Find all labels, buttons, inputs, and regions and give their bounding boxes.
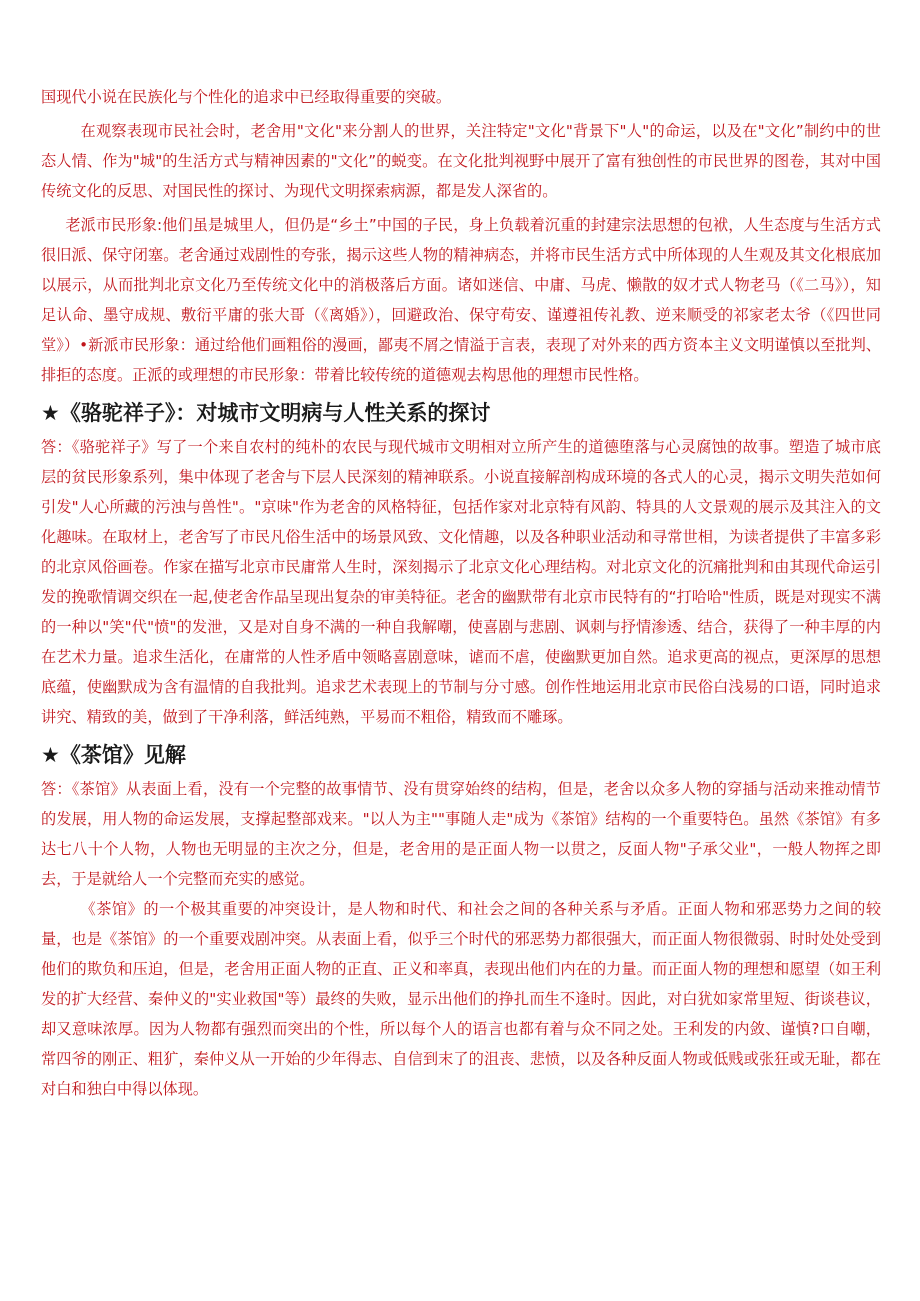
camel-xiangzi-answer: 答：《骆驼祥子》写了一个来自农村的纯朴的农民与现代城市文明相对立所产生的道德堕落与心灵腐蚀的故事。塑造了城市底层的贫民形象系列，集中体现了老舍与下层人民深刻的精神联系。小说直接解剖构成环境的各式人的心灵，揭示文明失范如何引发"人心所藏的污浊与兽性"。"京味"作为老舍的风格特征，包括作家对北京特有风韵、特具的人文景观的展示及其注入的文化趣味。在取材上，老舍写了市民凡俗生活中的场景风致、文化情趣，以及各种职业活动和寻常世相，为读者提供了丰富多彩的北京风俗画卷。作家在描写北京市民庸常人生时，深刻揭示了北京文化心理结构。对北京文化的沉痛批判和由其现代命运引发的挽歌情调交织在一起,使老舍作品呈现出复杂的审美特征。老舍的幽默带有北京市民特有的“打哈哈"性质，既是对现实不满的一种以"笑"代"愤"的发泄，又是对自身不满的一种自我解嘲，使喜剧与悲剧、讽刺与抒情渗透、结合，获得了一种丰厚的内在艺术力量。追求生活化，在庸常的人性矛盾中领略喜剧意味，谑而不虐，使幽默更加自然。追求更高的视点，更深厚的思想底蕴，使幽默成为含有温情的自我批判。追求艺术表现上的节制与分寸感。创作性地运用北京市民俗白浅易的口语，同时追求讲究、精致的美，做到了干净利落，鲜活纯熟，平易而不粗俗，精致而不雕琢。	[41, 438, 881, 726]
document-page	[41, 82, 881, 1104]
culture-paragraph: 在观察表现市民社会时，老舍用"文化"来分割人的世界，关注特定"文化"背景下"人"的命运，以及在"文化”制约中的世态人情、作为"城"的生活方式与精神因素的"文化”的蜕变。在文化批判视野中展开了富有独创性的市民世界的图卷，其对中国传统文化的反思、对国民性的探讨、为现代文明探索病源，都是发人深省的。	[41, 122, 881, 200]
teahouse-answer: 答：《茶馆》从表面上看，没有一个完整的故事情节、没有贯穿始终的结构，但是，老舍以众多人物的穿插与活动来推动情节的发展，用人物的命运发展，支撑起整部戏来。"以人为主""事随人走"成为《茶馆》结构的一个重要特色。虽然《茶馆》有多达七八十个人物，人物也无明显的主次之分，但是，老舍用的是正面人物一以贯之，反面人物"子承父业"，一般人物挥之即去，于是就给人一个完整而充实的感觉。	[41, 780, 881, 888]
old-style-citizens-paragraph: 老派市民形象:他们虽是城里人，但仍是“乡土”中国的子民，身上负载着沉重的封建宗法思想的包袱，人生态度与生活方式很旧派、保守闭塞。老舍通过戏剧性的夸张，揭示这些人物的精神病态，并将市民生活方式中所体现的人生观及其文化根底加以展示，从而批判北京文化乃至传统文化中的消极落后方面。诸如迷信、中庸、马虎、懒散的奴才式人物老马（《二马》），知足认命、墨守成规、敷衍平庸的张大哥（《离婚》），回避政治、保守苟安、谨遵祖传礼教、逆来顺受的祁家老太爷（《四世同堂》）•新派市民形象：通过给他们画粗俗的漫画，鄙夷不屑之情溢于言表，表现了对外来的西方资本主义文明谨慎以至批判、排拒的态度。正派的或理想的市民形象：带着比较传统的道德观去构思他的理想市民性格。	[41, 216, 881, 384]
section-heading-teahouse: ★《茶馆》见解	[41, 743, 186, 767]
teahouse-conflict-paragraph: 《茶馆》的一个极其重要的冲突设计，是人物和时代、和社会之间的各种关系与矛盾。正面人物和邪恶势力之间的较量，也是《茶馆》的一个重要戏剧冲突。从表面上看，似乎三个时代的邪恶势力都很强大，而正面人物很微弱、时时处处受到他们的欺负和压迫，但是，老舍用正面人物的正直、正义和率真，表现出他们内在的力量。而正面人物的理想和愿望（如王利发的扩大经营、秦仲义的"实业救国"等）最终的失败，显示出他们的挣扎而生不逢时。因此，对白犹如家常里短、街谈巷议，却又意味浓厚。因为人物都有强烈而突出的个性，所以每个人的语言也都有着与众不同之处。王利发的内敛、谨慎?口自嘲，常四爷的刚正、粗犷，秦仲义从一开始的少年得志、自信到末了的沮丧、悲愤，以及各种反面人物或低贱或张狂或无耻，都在对白和独白中得以体现。	[41, 900, 881, 1098]
intro-paragraph-continued: 国现代小说在民族化与个性化的追求中已经取得重要的突破。	[41, 88, 452, 106]
section-heading-camel-xiangzi: ★《骆驼祥子》：对城市文明病与人性关系的探讨	[41, 401, 491, 425]
